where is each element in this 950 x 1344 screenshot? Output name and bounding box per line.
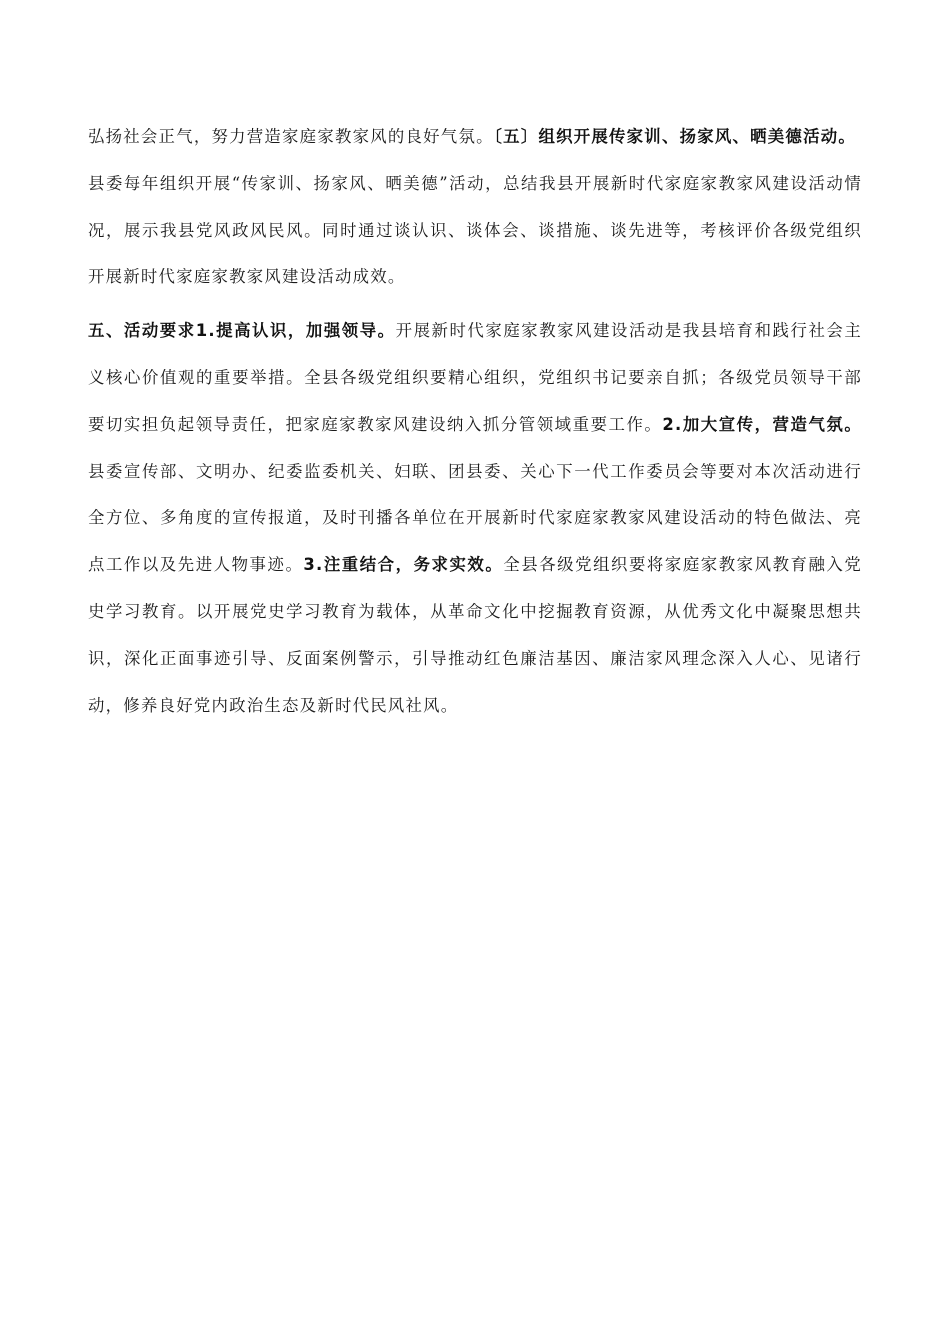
paragraph-1-text: 弘扬社会正气，努力营造家庭家教家风的良好气氛。 (88, 127, 494, 146)
requirement-3-heading: 3.注重结合，务求实效。 (303, 555, 504, 575)
paragraph-3 (88, 308, 862, 729)
paragraph-2 (88, 161, 862, 301)
requirement-2-heading: 2.加大宣传，营造气氛。 (662, 414, 862, 434)
requirement-1-text: 开展新时代家庭家教家风建设活动是我县培育和践行社会主义核心价值观的重要举措。全县各级党组织要精心组织，党组织书记要亲自抓；各级党员领导干部要切实担负起领导责任，把家庭家教家风建设纳入抓分管领域重要工作。 (88, 321, 862, 434)
document-page (88, 114, 862, 729)
paragraph-1 (88, 114, 862, 161)
paragraph-2-text: 县委每年组织开展“传家训、扬家风、晒美德”活动，总结我县开展新时代家庭家教家风建设活动情况，展示我县党风政风民风。同时通过谈认识、谈体会、谈措施、谈先进等，考核评价各级党组织开展新时代家庭家教家风建设活动成效。 (88, 173, 862, 287)
paragraph-1-heading: 〔五〕组织开展传家训、扬家风、晒美德活动。 (493, 127, 856, 146)
requirement-3-text: 全县各级党组织要将家庭家教家风教育融入党史学习教育。以开展党史学习教育为载体，从革命文化中挖掘教育资源，从优秀文化中凝聚思想共识，深化正面事迹引导、反面案例警示，引导推动红色廉洁基因、廉洁家风理念深入人心、见诸行动，修养良好党内政治生态及新时代民风社风。 (88, 555, 862, 715)
section-5-heading: 五、活动要求1.提高认识，加强领导。 (88, 321, 396, 341)
requirement-2-text: 县委宣传部、文明办、纪委监委机关、妇联、团县委、关心下一代工作委员会等要对本次活动进行全方位、多角度的宣传报道，及时刊播各单位在开展新时代家庭家教家风建设活动的特色做法、亮点工作以及先进人物事迹。 (88, 461, 862, 575)
